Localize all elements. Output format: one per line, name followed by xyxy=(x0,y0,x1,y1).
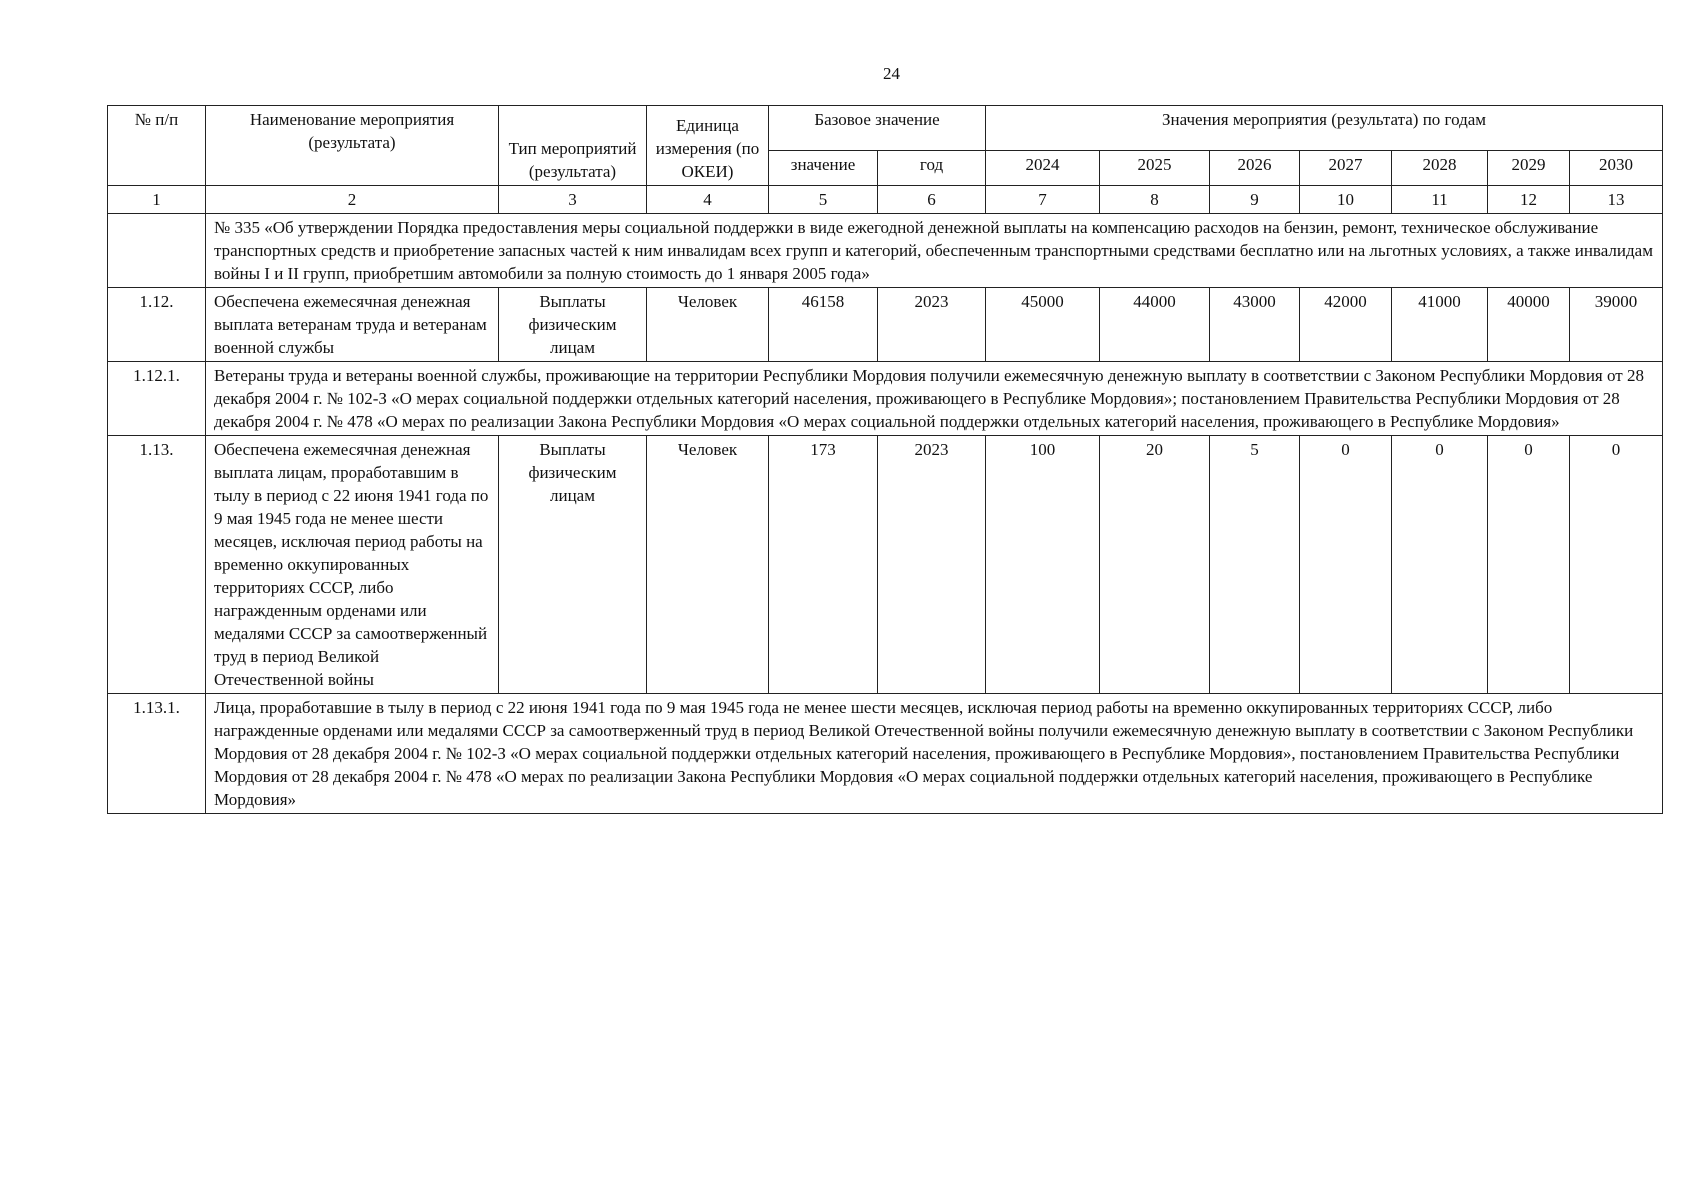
row-value: 5 xyxy=(1210,436,1300,694)
column-number: 12 xyxy=(1488,186,1570,214)
row-value: 43000 xyxy=(1210,288,1300,362)
row-value: 39000 xyxy=(1570,288,1663,362)
column-number: 10 xyxy=(1300,186,1392,214)
column-number: 1 xyxy=(108,186,206,214)
measures-table xyxy=(107,105,1663,814)
table-row xyxy=(108,436,1663,694)
row-type: Выплаты физическим лицам xyxy=(499,436,647,694)
header-years-group: Значения мероприятия (результата) по годам xyxy=(986,106,1663,151)
row-name: Обеспечена ежемесячная денежная выплата лицам, проработавшим в тылу в период с 22 июня 1941 года по 9 мая 1945 года не менее шести месяцев, исключая период работы на временно оккупированных территориях СССР, либо награжденным орденами или медалями СССР за самоотверженный труд в период Великой Отечественной войны xyxy=(206,436,499,694)
column-number: 2 xyxy=(206,186,499,214)
header-base-value: значение xyxy=(769,151,878,186)
continuation-text: № 335 «Об утверждении Порядка предоставления меры социальной поддержки в виде ежегодной денежной выплаты на компенсацию расходов на бензин, ремонт, техническое обслуживание транспортных средств и приобретение запасных частей к ним инвалидам всех групп и категорий, обеспеченным транспортными средствами бесплатно или на льготных условиях, а также инвалидам войны I и II групп, приобретшим автомобили за полную стоимость до 1 января 2005 года» xyxy=(206,214,1663,288)
row-value: 44000 xyxy=(1100,288,1210,362)
row-name: Обеспечена ежемесячная денежная выплата ветеранам труда и ветеранам военной службы xyxy=(206,288,499,362)
page-number: 24 xyxy=(883,64,900,83)
header-year: 2027 xyxy=(1300,151,1392,186)
header-num: № п/п xyxy=(108,106,206,186)
row-value: 40000 xyxy=(1488,288,1570,362)
header-year: 2030 xyxy=(1570,151,1663,186)
row-unit: Человек xyxy=(647,436,769,694)
header-year: 2026 xyxy=(1210,151,1300,186)
row-value: 0 xyxy=(1488,436,1570,694)
column-number: 13 xyxy=(1570,186,1663,214)
header-name: Наименование мероприятия (результата) xyxy=(206,106,499,186)
header-type: Тип мероприятий (результата) xyxy=(499,106,647,186)
column-number: 3 xyxy=(499,186,647,214)
row-base-value: 173 xyxy=(769,436,878,694)
row-value: 0 xyxy=(1300,436,1392,694)
column-number: 6 xyxy=(878,186,986,214)
row-value: 41000 xyxy=(1392,288,1488,362)
row-base-year: 2023 xyxy=(878,288,986,362)
table-sub-row xyxy=(108,362,1663,436)
header-base-year: год xyxy=(878,151,986,186)
row-num: 1.13. xyxy=(108,436,206,694)
sub-row-text: Лица, проработавшие в тылу в период с 22 июня 1941 года по 9 мая 1945 года не менее шести месяцев, исключая период работы на временно оккупированных территориях СССР, либо награжденные орденами или медалями СССР за самоотверженный труд в период Великой Отечественной войны получили ежемесячную денежную выплату в соответствии с Законом Республики Мордовия от 28 декабря 2004 г. № 102-З «О мерах социальной поддержки отдельных категорий населения, проживающего в Республике Мордовия», постановлением Правительства Республики Мордовия от 28 декабря 2004 г. № 478 «О мерах по реализации Закона Республики Мордовия «О мерах социальной поддержки отдельных категорий населения, проживающего в Республике Мордовия» xyxy=(206,694,1663,814)
header-year: 2025 xyxy=(1100,151,1210,186)
header-year: 2028 xyxy=(1392,151,1488,186)
row-unit: Человек xyxy=(647,288,769,362)
sub-row-text: Ветераны труда и ветераны военной службы, проживающие на территории Республики Мордовия получили ежемесячную денежную выплату в соответствии с Законом Республики Мордовия от 28 декабря 2004 г. № 102-З «О мерах социальной поддержки отдельных категорий населения, проживающего в Республике Мордовия»; постановлением Правительства Республики Мордовия от 28 декабря 2004 г. № 478 «О мерах по реализации Закона Республики Мордовия «О мерах социальной поддержки отдельных категорий населения, проживающего в Республике Мордовия» xyxy=(206,362,1663,436)
continuation-row xyxy=(108,214,1663,288)
row-value: 42000 xyxy=(1300,288,1392,362)
column-number: 5 xyxy=(769,186,878,214)
row-type: Выплаты физическим лицам xyxy=(499,288,647,362)
header-unit: Единица измерения (по ОКЕИ) xyxy=(647,106,769,186)
header-year: 2024 xyxy=(986,151,1100,186)
row-value: 45000 xyxy=(986,288,1100,362)
column-number: 8 xyxy=(1100,186,1210,214)
row-base-year: 2023 xyxy=(878,436,986,694)
row-value: 100 xyxy=(986,436,1100,694)
column-number: 11 xyxy=(1392,186,1488,214)
column-number: 4 xyxy=(647,186,769,214)
column-numbers-row xyxy=(108,186,1663,214)
sub-row-num: 1.12.1. xyxy=(108,362,206,436)
sub-row-num: 1.13.1. xyxy=(108,694,206,814)
table-row xyxy=(108,288,1663,362)
row-base-value: 46158 xyxy=(769,288,878,362)
row-value: 0 xyxy=(1392,436,1488,694)
column-number: 9 xyxy=(1210,186,1300,214)
header-year: 2029 xyxy=(1488,151,1570,186)
row-value: 20 xyxy=(1100,436,1210,694)
row-value: 0 xyxy=(1570,436,1663,694)
row-num: 1.12. xyxy=(108,288,206,362)
table-sub-row xyxy=(108,694,1663,814)
header-row-1 xyxy=(108,106,1663,151)
column-number: 7 xyxy=(986,186,1100,214)
header-base: Базовое значение xyxy=(769,106,986,151)
